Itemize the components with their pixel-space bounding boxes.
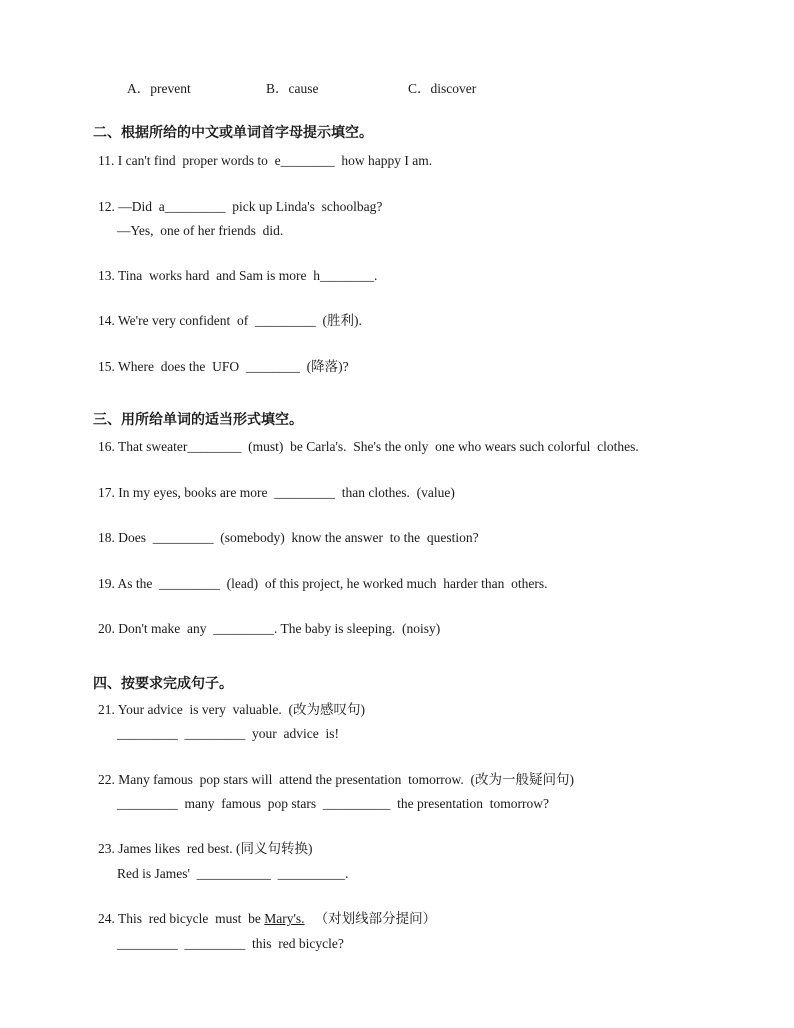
question-16: 16. That sweater________ (must) be Carla's. She's the only one who wears such colorful clothes. bbox=[98, 439, 639, 454]
question-14: 14. We're very confident of _________ (胜利). bbox=[98, 313, 362, 328]
question-18: 18. Does _________ (somebody) know the answer to the question? bbox=[98, 530, 479, 545]
question-23-answer: Red is James' ___________ __________. bbox=[117, 866, 349, 881]
option-b: B．cause bbox=[266, 81, 319, 96]
option-a: A．prevent bbox=[127, 81, 191, 96]
question-15: 15. Where does the UFO ________ (降落)? bbox=[98, 359, 349, 374]
question-17: 17. In my eyes, books are more _________ than clothes. (value) bbox=[98, 485, 455, 500]
question-12-line-2: —Yes, one of her friends did. bbox=[117, 223, 284, 238]
section-2-heading: 二、根据所给的中文或单词首字母提示填空。 bbox=[93, 125, 373, 141]
question-24-underlined: Mary's. bbox=[264, 911, 305, 926]
question-24-instruction: （对划线部分提问） bbox=[304, 911, 437, 926]
question-20: 20. Don't make any _________. The baby is sleeping. (noisy) bbox=[98, 621, 441, 636]
section-3-heading: 三、用所给单词的适当形式填空。 bbox=[93, 412, 303, 428]
option-c: C．discover bbox=[408, 81, 477, 96]
question-19: 19. As the _________ (lead) of this project, he worked much harder than others. bbox=[98, 576, 548, 591]
question-24 bbox=[98, 911, 436, 927]
question-23: 23. James likes red best. (同义句转换) bbox=[98, 841, 313, 856]
question-21-answer: _________ _________ your advice is! bbox=[117, 726, 339, 741]
question-21: 21. Your advice is very valuable. (改为感叹句) bbox=[98, 702, 365, 717]
question-13: 13. Tina works hard and Sam is more h________. bbox=[98, 268, 378, 283]
question-24-text: 24. This red bicycle must be bbox=[98, 911, 265, 926]
question-22: 22. Many famous pop stars will attend the presentation tomorrow. (改为一般疑问句) bbox=[98, 772, 575, 787]
question-12-line-1: 12. —Did a_________ pick up Linda's schoolbag? bbox=[98, 199, 383, 214]
section-4-heading: 四、按要求完成句子。 bbox=[93, 676, 233, 692]
question-22-answer: _________ many famous pop stars __________ the presentation tomorrow? bbox=[117, 796, 549, 811]
question-11: 11. I can't find proper words to e________ how happy I am. bbox=[98, 153, 433, 168]
question-24-answer: _________ _________ this red bicycle? bbox=[117, 936, 344, 951]
